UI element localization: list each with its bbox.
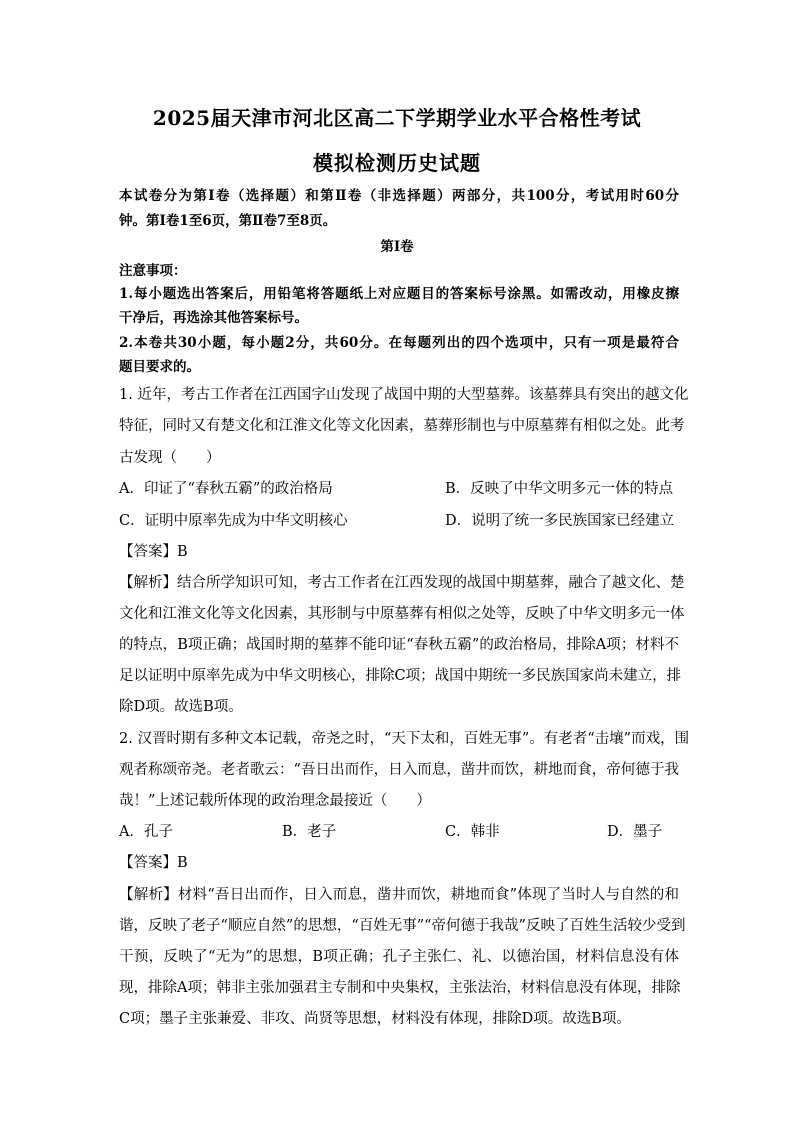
q1-analysis-line-4: 足以证明中原率先成为中华文明核心，排除C项；战国中期统一多民族国家尚未建立，排 (119, 668, 682, 684)
intro-line-1: 本试卷分为第Ⅰ卷（选择题）和第Ⅱ卷（非选择题）两部分，共100分，考试用时60分 (119, 188, 679, 204)
q2-analysis-line-4: 现，排除A项；韩非主张加强君主专制和中央集权，主张法治，材料信息没有体现，排除 (119, 980, 681, 996)
q1-analysis-line-3: 的特点，B项正确；战国时期的墓葬不能印证“春秋五霸”的政治格局，排除A项；材料不 (119, 637, 679, 653)
q1-option-a: A．印证了“春秋五霸”的政治格局 (119, 481, 333, 497)
note-2-line-2: 题目要求的。 (119, 359, 200, 375)
q2-option-a: A．孔子 (119, 824, 173, 840)
q2-analysis-line-2: 谐，反映了老子“顺应自然”的思想，“百姓无事”“帝何德于我哉”反映了百姓生活较少受到 (119, 918, 686, 934)
notes-heading: 注意事项： (119, 263, 187, 279)
q1-analysis-line-2: 文化和江淮文化等文化因素，其形制与中原墓葬有相似之处等，反映了中华文明多元一体 (119, 606, 685, 622)
section-title: 第Ⅰ卷 (380, 239, 414, 255)
note-2-line-1: 2.本卷共30小题，每小题2分，共60分。在每题列出的四个选项中，只有一项是最符合 (119, 335, 679, 351)
exam-title: 2025届天津市河北区高二下学期学业水平合格性考试 (152, 106, 642, 130)
note-1-line-1: 1.每小题选出答案后，用铅笔将答题纸上对应题目的答案标号涂黑。如需改动，用橡皮擦 (119, 286, 679, 302)
q1-stem-line-1: 1. 近年，考古工作者在江西国字山发现了战国中期的大型墓葬。该墓葬具有突出的越文化 (119, 387, 689, 403)
q1-option-b: B．反映了中华文明多元一体的特点 (445, 481, 674, 497)
q1-option-d: D．说明了统一多民族国家已经建立 (445, 513, 675, 529)
q2-option-d: D．墨子 (607, 824, 663, 840)
q2-stem-line-2: 观者称颂帝尧。老者歌云：“吾日出而作，日入而息，凿井而饮，耕地而食，帝何德于我 (119, 762, 679, 778)
q1-option-c: C．证明中原率先成为中华文明核心 (119, 513, 348, 529)
q2-answer: 【答案】B (119, 855, 188, 871)
q2-stem-line-3: 哉！”上述记载所体现的政治理念最接近（ ） (119, 793, 431, 809)
q1-stem-line-3: 古发现（ ） (119, 450, 221, 466)
q2-option-c: C．韩非 (445, 824, 500, 840)
q2-stem-line-1: 2. 汉晋时期有多种文本记载，帝尧之时，“天下太和，百姓无事”。有老者“击壤”而戏，围 (119, 731, 690, 747)
exam-subtitle: 模拟检测历史试题 (313, 151, 481, 175)
q1-stem-line-2: 特征，同时又有楚文化和江淮文化等文化因素，墓葬形制也与中原墓葬有相似之处。此考 (119, 418, 685, 434)
q2-option-b: B．老子 (282, 824, 337, 840)
q1-analysis-line-1: 【解析】结合所学知识可知，考古工作者在江西发现的战国中期墓葬，融合了越文化、楚 (119, 575, 685, 591)
note-1-line-2: 干净后，再选涂其他答案标号。 (119, 310, 308, 326)
q2-analysis-line-3: 干预，反映了“无为”的思想，B项正确；孔子主张仁、礼、以德治国，材料信息没有体 (119, 949, 679, 965)
intro-line-2: 钟。第Ⅰ卷1至6页，第Ⅱ卷7至8页。 (119, 213, 337, 229)
q1-answer: 【答案】B (119, 544, 188, 560)
q2-analysis-line-1: 【解析】材料“吾日出而作，日入而息，凿井而饮，耕地而食”体现了当时人与自然的和 (119, 887, 679, 903)
q2-analysis-line-5: C项；墨子主张兼爱、非攻、尚贤等思想，材料没有体现，排除D项。故选B项。 (119, 1011, 631, 1027)
q1-analysis-line-5: 除D项。故选B项。 (119, 699, 243, 715)
